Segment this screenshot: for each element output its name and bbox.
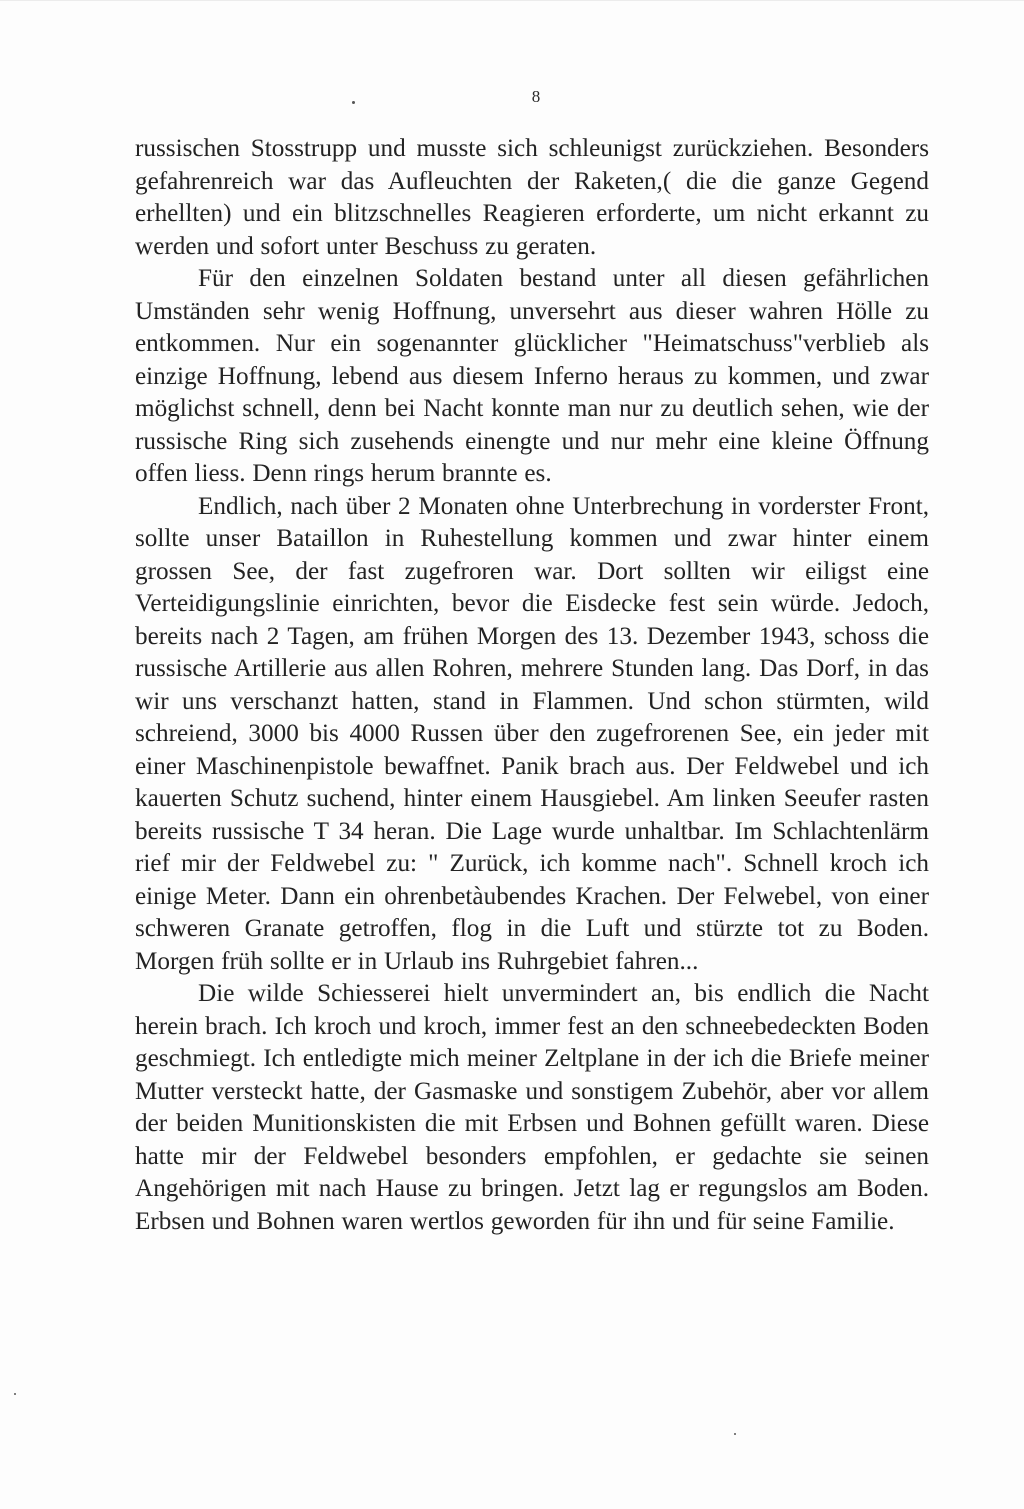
body-text [135, 133, 929, 1238]
scan-speck [734, 1433, 736, 1435]
paragraph: Endlich, nach über 2 Monaten ohne Unterbrechung in vorderster Front, sollte unser Bataillon in Ruhestellung kommen und zwar hinter einem grossen See, der fast zugefroren war. Dort sollten wir eiligst eine Verteidigungslinie einrichten, bevor die Eisdecke fest sein würde. Jedoch, bereits nach 2 Tagen, am frühen Morgen des 13. Dezember 1943, schoss die russische Artillerie aus allen Rohren, mehrere Stunden lang. Das Dorf, in das wir uns verschanzt hatten, stand in Flammen. Und schon stürmten, wild schreiend, 3000 bis 4000 Russen über den zugefrorenen See, ein jeder mit einer Maschinenpistole bewaffnet. Panik brach aus. Der Feldwebel und ich kauerten Schutz suchend, hinter einem Hausgiebel. Am linken Seeufer rasten bereits russische T 34 heran. Die Lage wurde unhaltbar. Im Schlachtenlärm rief mir der Feldwebel zu: " Zurück, ich komme nach". Schnell kroch ich einige Meter. Dann ein ohrenbetàubendes Krachen. Der Felwebel, von einer schweren Granate getroffen, flog in die Luft und stürzte tot zu Boden. Morgen früh sollte er in Urlaub ins Ruhrgebiet fahren... [135, 492, 929, 975]
scan-speck [14, 1393, 16, 1395]
paragraph: Die wilde Schiesserei hielt unvermindert an, bis endlich die Nacht herein brach. Ich kroch und kroch, immer fest an den schneebedeckten Boden geschmiegt. Ich entledigte mich meiner Zeltplane in der ich die Briefe meiner Mutter versteckt hatte, der Gasmaske und sonstigem Zubehör, aber vor allem der beiden Munitionskisten die mit Erbsen und Bohnen gefüllt waren. Diese hatte mir der Feldwebel besonders empfohlen, er gedachte sie seinen Angehörigen mit nach Hause zu bringen. Jetzt lag er regungslos am Boden. Erbsen und Bohnen waren wertlos geworden für ihn und für seine Familie. [135, 980, 929, 1235]
page-number: 8 [531, 87, 541, 106]
paragraph: Für den einzelnen Soldaten bestand unter all diesen gefährlichen Umständen sehr wenig Hoffnung, unversehrt aus dieser wahren Hölle zu entkommen. Nur ein sogenannter glücklicher "Heimatschuss"verblieb als einzige Hoffnung, lebend aus diesem Inferno heraus zu kommen, und zwar möglichst schnell, denn bei Nacht konnte man nur zu deutlich sehen, wie der russische Ring sich zusehends einengte und nur mehr eine kleine Öffnung offen liess. Denn rings herum brannte es. [135, 265, 929, 487]
paragraph: russischen Stosstrupp und musste sich schleunigst zurückziehen. Besonders gefahrenreich war das Aufleuchten der Raketen,( die die ganze Gegend erhellten) und ein blitzschnelles Reagieren erforderte, um nicht erkannt zu werden und sofort unter Beschuss zu geraten. [135, 135, 929, 260]
